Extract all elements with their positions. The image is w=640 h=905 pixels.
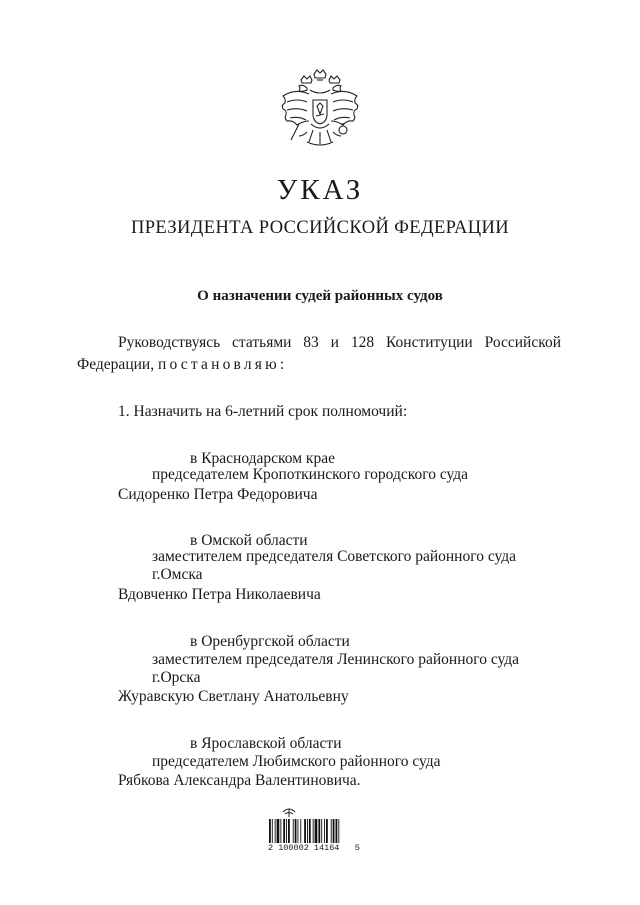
barcode-bar bbox=[336, 819, 338, 843]
barcode-bar bbox=[298, 819, 299, 843]
document-title: УКАЗ bbox=[276, 174, 364, 206]
barcode-bar bbox=[313, 819, 314, 843]
barcode-bar bbox=[272, 819, 273, 843]
decree-heading: О назначении судей районных судов bbox=[197, 288, 443, 304]
preamble-line-2 bbox=[77, 356, 287, 374]
appointment-person: Вдовченко Петра Николаевича bbox=[118, 586, 321, 603]
barcode-bar bbox=[318, 819, 320, 843]
appointment-region: в Ярославской области bbox=[190, 735, 342, 752]
decree-word: постановляю: bbox=[157, 356, 288, 373]
appointment-person: Рябкова Александра Валентиновича. bbox=[118, 772, 361, 789]
preamble-line-1: Руководствуясь статьями 83 и 128 Конституции Российской bbox=[118, 334, 561, 351]
appointment-region: в Омской области bbox=[190, 532, 308, 549]
barcode-bar bbox=[307, 819, 308, 843]
barcode-bar bbox=[333, 819, 335, 843]
barcode-bar bbox=[275, 819, 276, 843]
clause-1: 1. Назначить на 6-летний срок полномочий: bbox=[118, 403, 408, 420]
appointment-person: Журавскую Светлану Анатольевну bbox=[118, 688, 349, 705]
barcode-bar bbox=[300, 819, 301, 843]
appointment-position: председателем Кропоткинского городского суда bbox=[152, 466, 469, 483]
barcode-icon bbox=[268, 819, 368, 845]
barcode-bar bbox=[304, 819, 306, 843]
appointment-person: Сидоренко Петра Федоровича bbox=[118, 486, 318, 503]
russian-coat-of-arms-icon bbox=[277, 68, 363, 158]
barcode-bar bbox=[269, 819, 271, 843]
barcode-bar bbox=[293, 819, 294, 843]
preamble-federation: Федерации, bbox=[77, 356, 155, 373]
barcode-bar bbox=[321, 819, 322, 843]
barcode-bar bbox=[295, 819, 297, 843]
barcode-bar bbox=[326, 819, 328, 843]
appointment-position: заместителем председателя Советского районного суда bbox=[152, 548, 517, 565]
barcode-bar bbox=[315, 819, 318, 843]
barcode-bar bbox=[338, 819, 339, 843]
appointment-region: в Краснодарском крае bbox=[190, 450, 335, 467]
barcode-number: 2 100002 14164 5 bbox=[268, 843, 360, 853]
appointment-position: заместителем председателя Ленинского районного суда bbox=[152, 651, 520, 668]
appointment-city: г.Орска bbox=[152, 669, 201, 686]
appointment-position: председателем Любимского районного суда bbox=[152, 753, 441, 770]
barcode-bar bbox=[324, 819, 325, 843]
barcode-bar bbox=[288, 819, 290, 843]
barcode-bar bbox=[286, 819, 287, 843]
eagle-mark-icon bbox=[281, 806, 297, 818]
appointment-region: в Оренбургской области bbox=[190, 633, 350, 650]
barcode-bar bbox=[277, 819, 280, 843]
barcode-bar bbox=[331, 819, 332, 843]
barcode-bar bbox=[309, 819, 311, 843]
appointment-city: г.Омска bbox=[152, 566, 203, 583]
document-subtitle: ПРЕЗИДЕНТА РОССИЙСКОЙ ФЕДЕРАЦИИ bbox=[130, 218, 510, 238]
barcode-bar bbox=[280, 819, 281, 843]
barcode-bar bbox=[283, 819, 285, 843]
